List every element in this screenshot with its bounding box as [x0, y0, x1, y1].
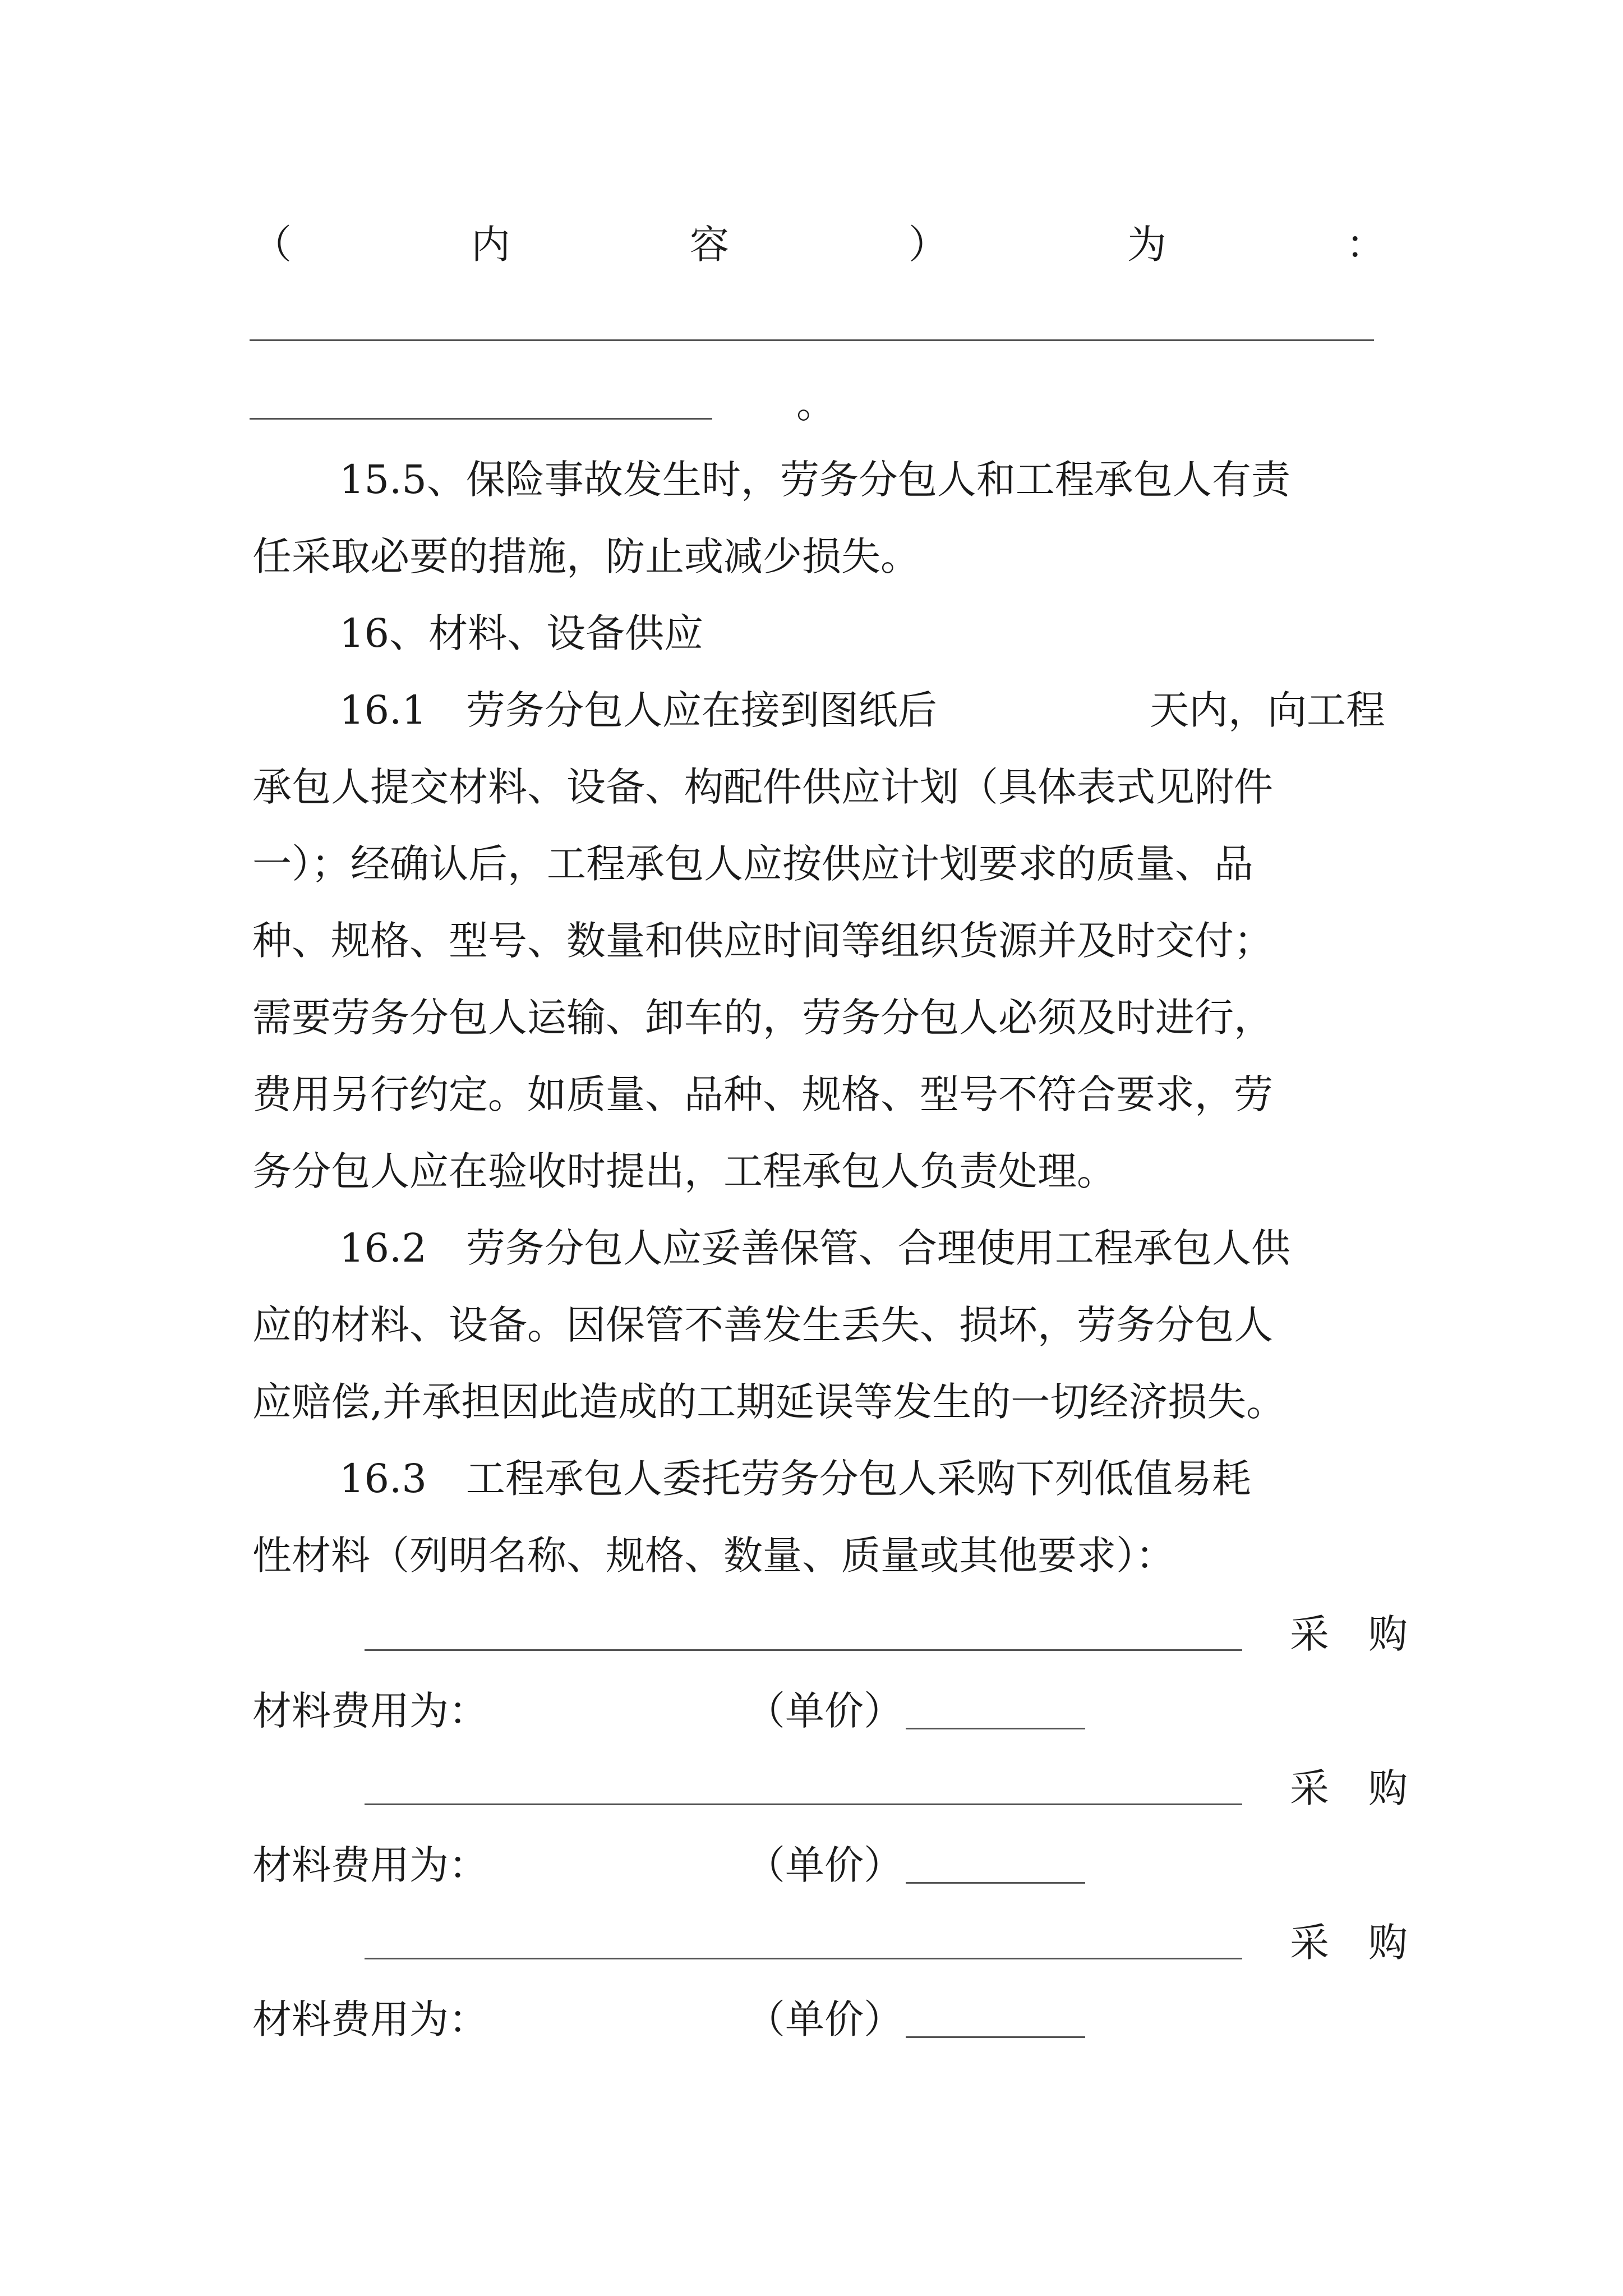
purchase-label-3: 采 购 [1290, 1920, 1408, 1966]
fill-blank-line-2 [250, 418, 712, 420]
unit-price-label-1: （单价） [746, 1688, 903, 1734]
clause-16-3-line-2: 性材料（列明名称、规格、数量、质量或其他要求）： [252, 1533, 1175, 1579]
clause-16-2-line-2: 应的材料、设备。因保管不善发生丢失、损坏，劳务分包人 [252, 1302, 1273, 1348]
wei-char: 为 [1127, 221, 1166, 268]
unit-price-blank-1 [906, 1728, 1085, 1729]
clause-15-5-line-1: 15.5、保险事故发生时，劳务分包人和工程承包人有责 [339, 457, 1290, 503]
fee-label-3: 材料费用为： [252, 1996, 488, 2042]
clause-16-1-line-6: 费用另行约定。如质量、品种、规格、型号不符合要求，劳 [252, 1071, 1273, 1117]
clause-16-1-line-7: 务分包人应在验收时提出，工程承包人负责处理。 [252, 1148, 1116, 1194]
unit-price-blank-2 [906, 1882, 1085, 1884]
open-paren: （ [252, 221, 292, 268]
fee-label-2: 材料费用为： [252, 1842, 488, 1888]
content-char-2: 容 [690, 221, 729, 268]
clause-16-1-line-5: 需要劳务分包人运输、卸车的，劳务分包人必须及时进行， [252, 995, 1273, 1041]
section-16-heading: 16、材料、设备供应 [339, 610, 704, 656]
days-blank [995, 672, 1091, 749]
clause-16-2-line-1: 16.2 劳务分包人应妥善保管、合理使用工程承包人供 [339, 1225, 1290, 1271]
clause-16-1-line-4: 种、规格、型号、数量和供应时间等组织货源并及时交付； [252, 918, 1273, 964]
fee-label-1: 材料费用为： [252, 1688, 488, 1734]
unit-price-label-3: （单价） [746, 1996, 903, 2042]
purchase-item-blank-2 [365, 1803, 1242, 1805]
clause-16-3-line-1: 16.3 工程承包人委托劳务分包人采购下列低值易耗 [339, 1456, 1251, 1502]
purchase-label-1: 采 购 [1290, 1611, 1408, 1657]
clause-16-2-line-3: 应赔偿,并承担因此造成的工期延误等发生的一切经济损失。 [252, 1379, 1286, 1425]
period-mark: 。 [796, 381, 836, 427]
clause-16-1-line-3: 一）；经确认后，工程承包人应按供应计划要求的质量、品 [252, 841, 1253, 887]
purchase-item-blank-3 [365, 1958, 1242, 1959]
colon-char: ： [1346, 221, 1385, 268]
clause-16-1-line-1: 16.1 劳务分包人应在接到图纸后 天内，向工程 [339, 672, 1385, 749]
unit-price-label-2: （单价） [746, 1842, 903, 1888]
content-char-1: 内 [471, 221, 510, 268]
purchase-item-blank-1 [365, 1649, 1242, 1651]
content-fill-row [252, 210, 1385, 272]
close-paren: ） [909, 221, 948, 268]
clause-16-1-line-2: 承包人提交材料、设备、构配件供应计划（具体表式见附件 [252, 764, 1273, 810]
fill-blank-line-1 [250, 339, 1374, 341]
clause-15-5-line-2: 任采取必要的措施，防止或减少损失。 [252, 533, 920, 579]
purchase-label-2: 采 购 [1290, 1765, 1408, 1811]
unit-price-blank-3 [906, 2036, 1085, 2038]
